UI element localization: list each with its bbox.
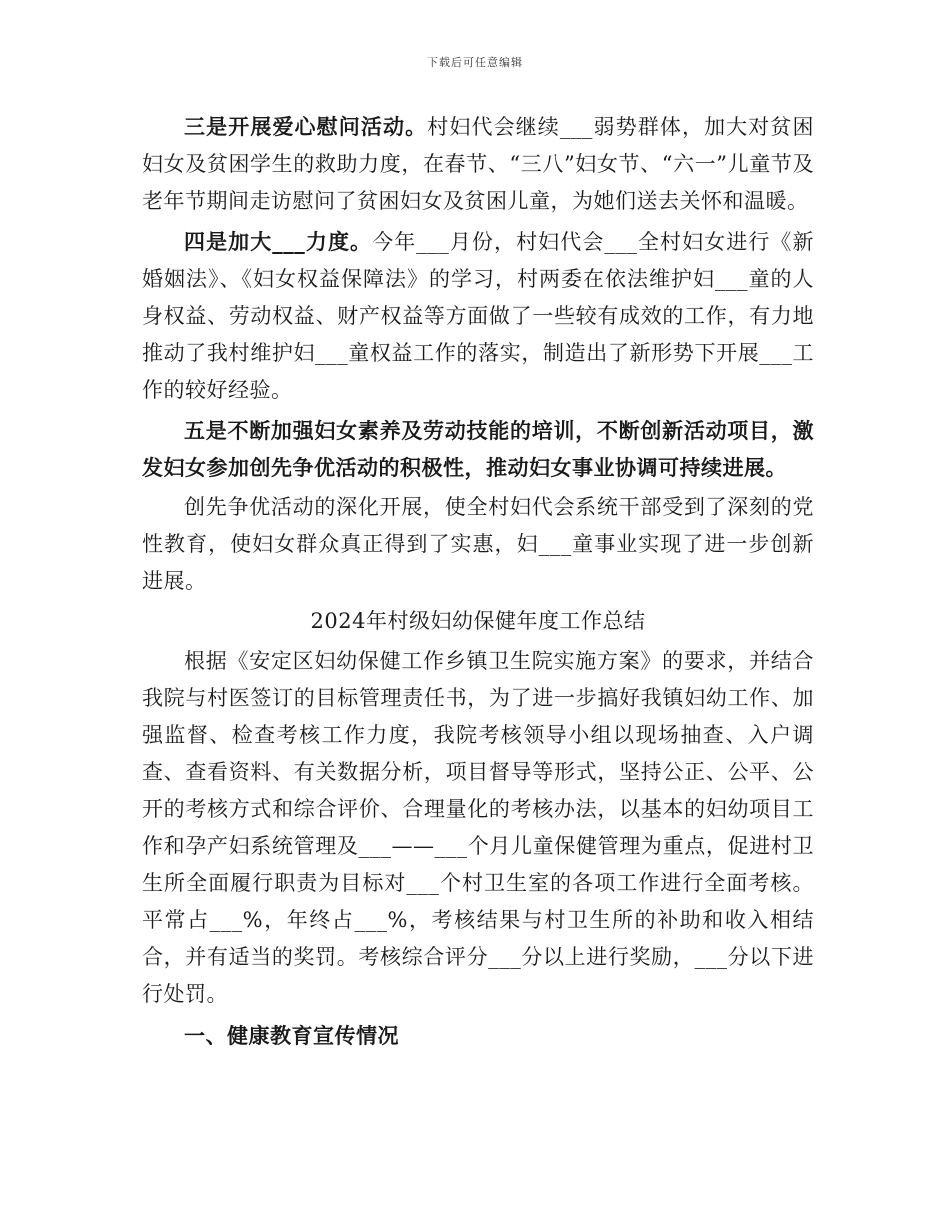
paragraph-lead: 四是加大___力度。 [184, 229, 373, 254]
paragraph-skills-training: 五是不断加强妇女素养及劳动技能的培训，不断创新活动项目，激发妇女参加创先争优活动的积极性，推动妇女事业协调可持续进展。 [142, 418, 814, 480]
paragraph-assessment: 根据《安定区妇幼保健工作乡镇卫生院实施方案》的要求，并结合我院与村医签订的目标管理责任书，为了进一步搞好我镇妇幼工作、加强监督、检查考核工作力度，我院考核领导小组以现场抽查、入户调查、查看资料、有关数据分析，项目督导等形式，坚持公正、公平、公开的考核方式和综合评价、合理量化的考核办法，以基本的妇幼项目工作和孕产妇系统管理及___——___个月儿童保健管理为重点，促进村卫生所全面履行职责为目标对___个村卫生室的各项工作进行全面考核。平常占___%，年终占___%，考核结果与村卫生所的补助和收入相结合，并有适当的奖罚。考核综合评分___分以上进行奖励，___分以下进行处罚。 [142, 649, 814, 1006]
paragraph-caring-visits [142, 108, 814, 220]
paragraph-rights-protection [142, 223, 814, 409]
paragraph-text: 今年___月份，村妇代会___全村妇女进行《新婚姻法》、《妇女权益保障法》的学习，村两委在依法维护妇___童的人身权益、劳动权益、财产权益等方面做了一些较有成效的工作，有力地推动了我村维护妇___童权益工作的落实，制造出了新形势下开展___工作的较好经验。 [142, 230, 815, 402]
paragraph-lead: 三是开展爱心慰问活动。 [184, 114, 428, 139]
document-title: 2024年村级妇幼保健年度工作总结 [310, 609, 646, 633]
paragraph-conclusion: 创先争优活动的深化开展，使全村妇代会系统干部受到了深刻的党性教育，使妇女群众真正得到了实惠，妇___童事业实现了进一步创新进展。 [142, 495, 814, 593]
paragraph-text: 村妇代会继续___弱势群体，加大对贫困妇女及贫困学生的救助力度，在春节、“三八”妇女节、“六一”儿童节及老年节期间走访慰问了贫困妇女及贫困儿童，为她们送去关怀和温暖。 [142, 115, 815, 213]
section-heading: 一、健康教育宣传情况 [184, 1023, 399, 1048]
document-body [142, 108, 814, 1054]
page-header: 下载后可任意编辑 [427, 56, 523, 69]
